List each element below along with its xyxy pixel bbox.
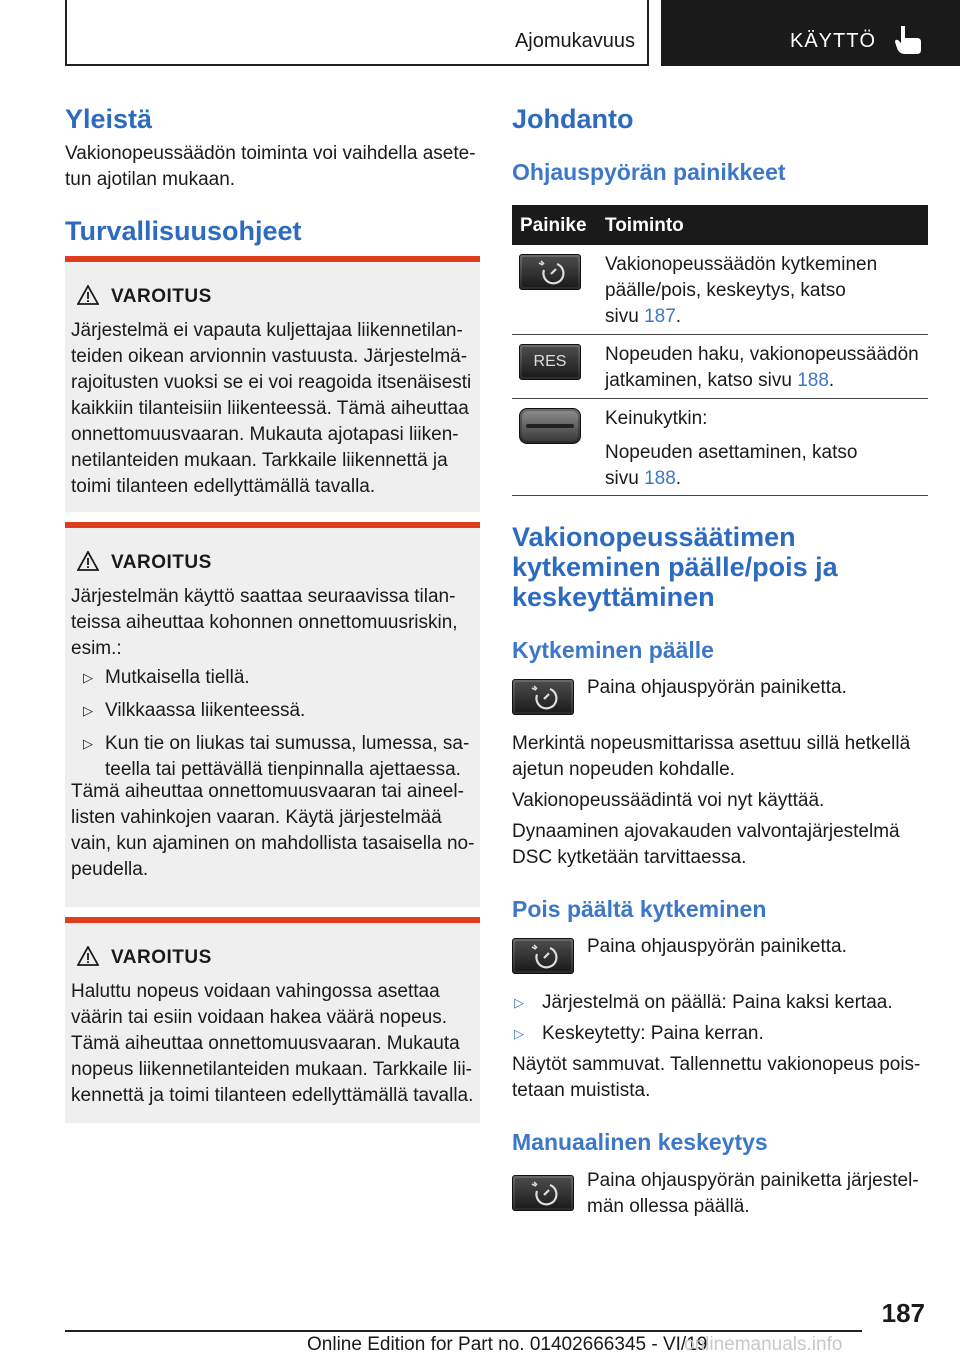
table-cell-function: [605, 406, 923, 492]
cruise-control-button-icon: [512, 1175, 574, 1211]
bullet-triangle-icon: ▷: [514, 1026, 524, 1041]
warning-title: VAROITUS: [111, 286, 212, 307]
body-text: män ollessa päällä.: [587, 1196, 750, 1217]
body-text: Vakionopeussäädintä voi nyt käyttää.: [512, 790, 825, 811]
footer-edition: Online Edition for Part no. 01402666345 - VI/19: [307, 1334, 708, 1355]
bullet-triangle-icon: ▷: [83, 736, 93, 751]
text-line: väärin tai esiin voidaan hakea väärä nopeus.: [71, 1007, 448, 1028]
text-line: kaikkiin tilanteisiin liikenteessä. Tämä aiheuttaa: [71, 398, 469, 419]
warning-triangle-icon: [77, 946, 99, 966]
body-text: Merkintä nopeusmittarissa asettuu sillä hetkellä: [512, 733, 911, 754]
page-number: 187: [881, 1298, 925, 1328]
text-line: päälle/pois, keskeytys, katso: [605, 280, 846, 301]
bullet-triangle-icon: ▷: [83, 670, 93, 685]
warning-bar: [65, 256, 480, 262]
heading-kytkeminen-3: keskeyttäminen: [512, 582, 715, 612]
text-line: sivu 187.: [605, 306, 682, 327]
heading-johdanto: Johdanto: [512, 104, 634, 134]
text-line: Keinukytkin:: [605, 408, 708, 429]
text-line: toimi tilanteen edellyttämällä tavalla.: [71, 476, 376, 497]
kytkeminen-press-text: Paina ohjauspyörän painiketta.: [587, 677, 847, 698]
warning-bar: [65, 917, 480, 923]
warning-title: VAROITUS: [111, 552, 212, 573]
text-line: vain, kun ajaminen on mahdollista tasaisella no-: [71, 833, 475, 854]
text-line: Tämä aiheuttaa onnettomuusvaaran tai aineel-: [71, 781, 464, 802]
rocker-switch-icon: [519, 408, 581, 444]
header-underline: [65, 64, 649, 66]
text-line: Nopeuden asettaminen, katso: [605, 442, 858, 463]
body-text: ajetun nopeuden kohdalle.: [512, 759, 735, 780]
warning-triangle-icon: [77, 551, 99, 571]
heading-kytkeminen-paalle: Kytkeminen päälle: [512, 637, 714, 663]
heading-kytkeminen-2: kytkeminen päälle/pois ja: [512, 552, 838, 582]
text-line: teiden oikean arvionnin vastuusta. Järjestelmä-: [71, 346, 468, 367]
warning-3-text: [71, 979, 476, 1109]
header-frame-right: [647, 0, 649, 66]
yleista-text-1: Vakionopeussäädön toiminta voi vaihdella asete-: [65, 143, 476, 164]
res-label: RES: [533, 353, 567, 370]
warning-bar: [65, 522, 480, 528]
warning-triangle-icon: [77, 285, 99, 305]
pois-press-text: Paina ohjauspyörän painiketta.: [587, 936, 847, 957]
table-row-divider: [512, 495, 928, 496]
body-text: Dynaaminen ajovakauden valvontajärjestelmä: [512, 821, 900, 842]
table-cell-function: [605, 252, 923, 330]
list-item: ▷ Keskeytetty: Paina kerran.: [512, 1021, 764, 1047]
text-line: jatkaminen, katso sivu 188.: [605, 370, 835, 391]
text-line: listen vahinkojen vaaran. Käytä järjestelmää: [71, 807, 442, 828]
heading-turvallisuusohjeet: Turvallisuusohjeet: [65, 216, 302, 246]
pointing-hand-icon: [893, 24, 923, 56]
page-link[interactable]: 188: [797, 370, 829, 391]
heading-kytkeminen-1: Vakionopeussäätimen: [512, 522, 796, 552]
warning-title: VAROITUS: [111, 947, 212, 968]
yleista-text-2: tun ajotilan mukaan.: [65, 169, 236, 190]
text-line: peudella.: [71, 859, 149, 880]
list-item: ▷ Mutkaisella tiellä.: [71, 665, 476, 691]
cruise-control-button-icon: [519, 254, 581, 290]
table-header-button: Painike: [520, 215, 587, 236]
text-line: esim.:: [71, 638, 122, 659]
heading-yleista: Yleistä: [65, 104, 153, 134]
bullet-triangle-icon: ▷: [83, 703, 93, 718]
body-text: DSC kytketään tarvittaessa.: [512, 847, 747, 868]
page-link[interactable]: 187: [644, 306, 676, 327]
table-header-function: Toiminto: [605, 215, 684, 236]
text-line: rajoitusten vuoksi se ei voi reagoida itsenäisesti: [71, 372, 472, 393]
warning-box-3: [65, 917, 480, 1123]
heading-manuaalinen-keskeytys: Manuaalinen keskeytys: [512, 1129, 768, 1155]
table-row-divider: [512, 334, 928, 335]
text-line: kennettä ja toimi tilanteen edellyttämällä tavalla.: [71, 1085, 474, 1106]
heading-pois-paalta: Pois päältä kytkeminen: [512, 896, 767, 922]
table-header: [512, 205, 928, 245]
text-line: Nopeuden haku, vakionopeussäädön: [605, 344, 919, 365]
text-line: sivu 188.: [605, 468, 682, 489]
warning-box-1: [65, 256, 480, 512]
header-section-title: Ajomukavuus: [514, 30, 635, 52]
text-line: onnettomuusvaaran. Mukauta ajotapasi liiken-: [71, 424, 459, 445]
cruise-control-button-icon: [512, 679, 574, 715]
res-button-icon: [519, 344, 581, 380]
heading-ohjauspyoran-painikkeet: Ohjauspyörän painikkeet: [512, 159, 786, 185]
text-line: nopeus liikennetilanteiden mukaan. Tarkkaile lii-: [71, 1059, 472, 1080]
body-text: Näytöt sammuvat. Tallennettu vakionopeus pois-: [512, 1054, 921, 1075]
text-line: Järjestelmä ei vapauta kuljettajaa liikennetilan-: [71, 320, 463, 341]
footer-rule: [65, 1330, 862, 1332]
text-line: Vakionopeussäädön kytkeminen: [605, 254, 878, 275]
table-row-divider: [512, 398, 928, 399]
page-link[interactable]: 188: [644, 468, 676, 489]
list-item: ▷ Järjestelmä on päällä: Paina kaksi kertaa.: [512, 990, 893, 1016]
body-text: tetaan muistista.: [512, 1080, 651, 1101]
table-cell-function: [605, 342, 923, 394]
body-text: Paina ohjauspyörän painiketta järjestel-: [587, 1170, 919, 1191]
text-line: teissa aiheuttaa kohonnen onnettomuusriskin,: [71, 612, 458, 633]
warning-2-bullets: [71, 665, 476, 790]
cruise-control-button-icon: [512, 938, 574, 974]
bullet-triangle-icon: ▷: [514, 995, 524, 1010]
text-line: netilanteiden mukaan. Tarkkaile liikennettä ja: [71, 450, 448, 471]
footer-watermark: onlinemanuals.info: [684, 1334, 843, 1355]
header-frame-left: [65, 0, 67, 66]
text-line: Haluttu nopeus voidaan vahingossa asettaa: [71, 981, 440, 1002]
list-item: ▷ Kun tie on liukas tai sumussa, lumessa, sa- teella tai pettävällä tienpinnalla ajettaessa.: [83, 733, 470, 780]
text-line: Järjestelmän käyttö saattaa seuraavissa tilan-: [71, 586, 456, 607]
warning-2-outro: [71, 779, 476, 883]
warning-2-intro: [71, 584, 476, 662]
warning-1-text: [71, 318, 476, 500]
text-line: Tämä aiheuttaa onnettomuusvaaran. Mukauta: [71, 1033, 460, 1054]
header-chapter-title: KÄYTTÖ: [790, 30, 877, 52]
warning-box-2: [65, 522, 480, 907]
list-item: ▷ Vilkkaassa liikenteessä.: [71, 698, 476, 724]
